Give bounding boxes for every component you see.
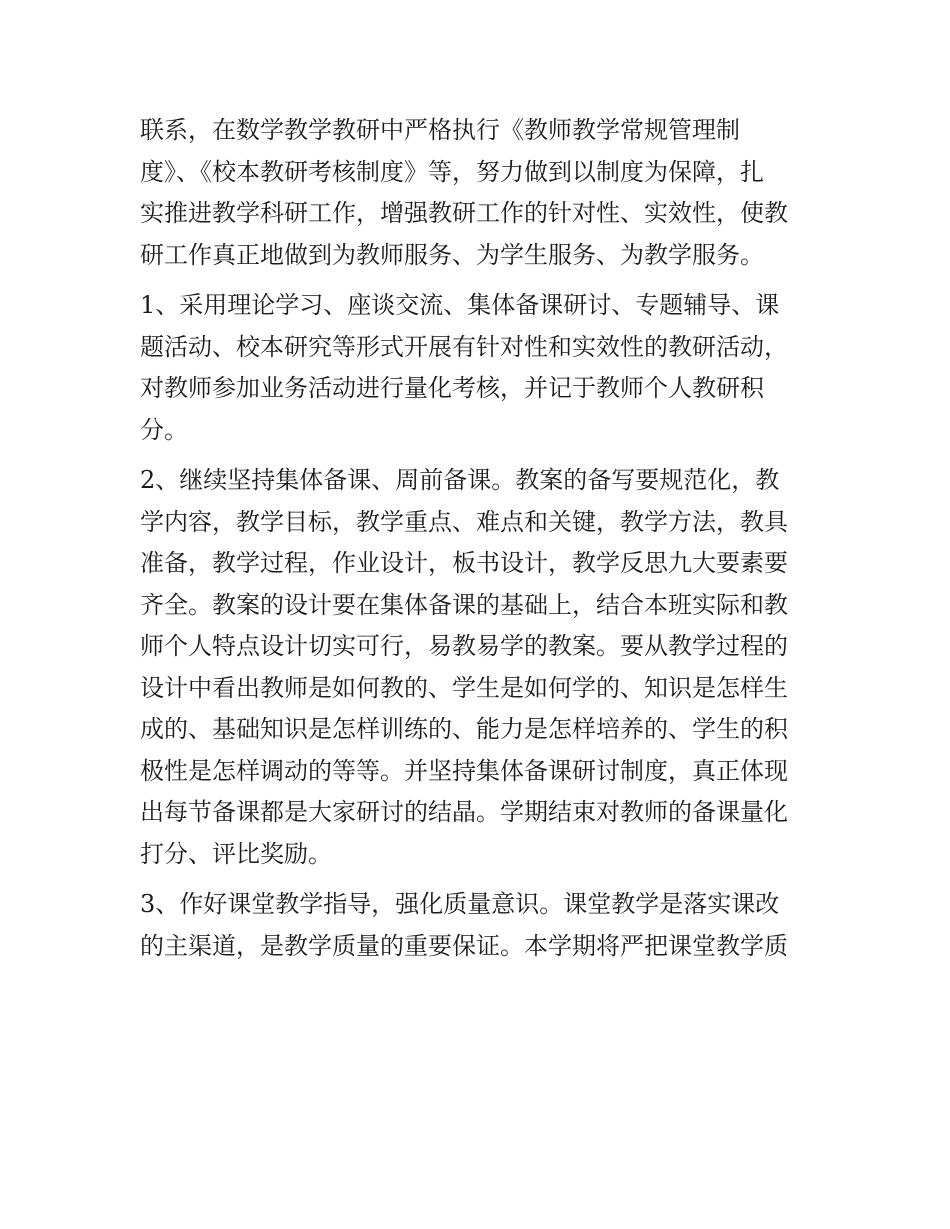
text-line: 3、作好课堂教学指导，强化质量意识。课堂教学是落实课改 (140, 890, 780, 918)
text-line: 学内容，教学目标，教学重点、难点和关键，教学方法，教具 (140, 507, 788, 536)
text-line: 打分、评比奖励。 (140, 839, 332, 868)
paragraph-intro (140, 110, 812, 276)
text-line: 联系，在数学教学教研中严格执行《教师教学常规管理制 (140, 116, 740, 144)
text-line: 度》、《校本教研考核制度》等，努力做到以制度为保障，扎 (140, 157, 764, 186)
paragraph-item-1 (140, 285, 812, 451)
paragraph-item-2 (140, 460, 812, 875)
text-line: 准备，教学过程，作业设计，板书设计，教学反思九大要素要 (140, 549, 788, 577)
text-line: 1、采用理论学习、座谈交流、集体备课研讨、专题辅导、课 (140, 291, 780, 319)
text-line: 分。 (140, 415, 188, 444)
text-line: 齐全。教案的设计要在集体备课的基础上，结合本班实际和教 (140, 590, 788, 619)
text-line: 设计中看出教师是如何教的、学生是如何学的、知识是怎样生 (140, 673, 788, 702)
text-line: 成的、基础知识是怎样训练的、能力是怎样培养的、学生的积 (140, 715, 788, 743)
text-line: 对教师参加业务活动进行量化考核，并记于教师个人教研积 (140, 374, 764, 402)
text-line: 的主渠道，是教学质量的重要保证。本学期将严把课堂教学质 (140, 931, 788, 960)
text-line: 2、继续坚持集体备课、周前备课。教案的备写要规范化，教 (140, 466, 780, 494)
text-line: 实推进教学科研工作，增强教研工作的针对性、实效性，使教 (140, 199, 788, 227)
text-line: 师个人特点设计切实可行，易教易学的教案。要从教学过程的 (140, 632, 788, 660)
text-line: 研工作真正地做到为教师服务、为学生服务、为教学服务。 (140, 240, 764, 269)
document-page (140, 110, 812, 967)
text-line: 题活动、校本研究等形式开展有针对性和实效性的教研活动， (140, 332, 788, 361)
text-line: 出每节备课都是大家研讨的结晶。学期结束对教师的备课量化 (140, 798, 788, 826)
paragraph-item-3 (140, 884, 812, 967)
text-line: 极性是怎样调动的等等。并坚持集体备课研讨制度，真正体现 (140, 756, 788, 785)
